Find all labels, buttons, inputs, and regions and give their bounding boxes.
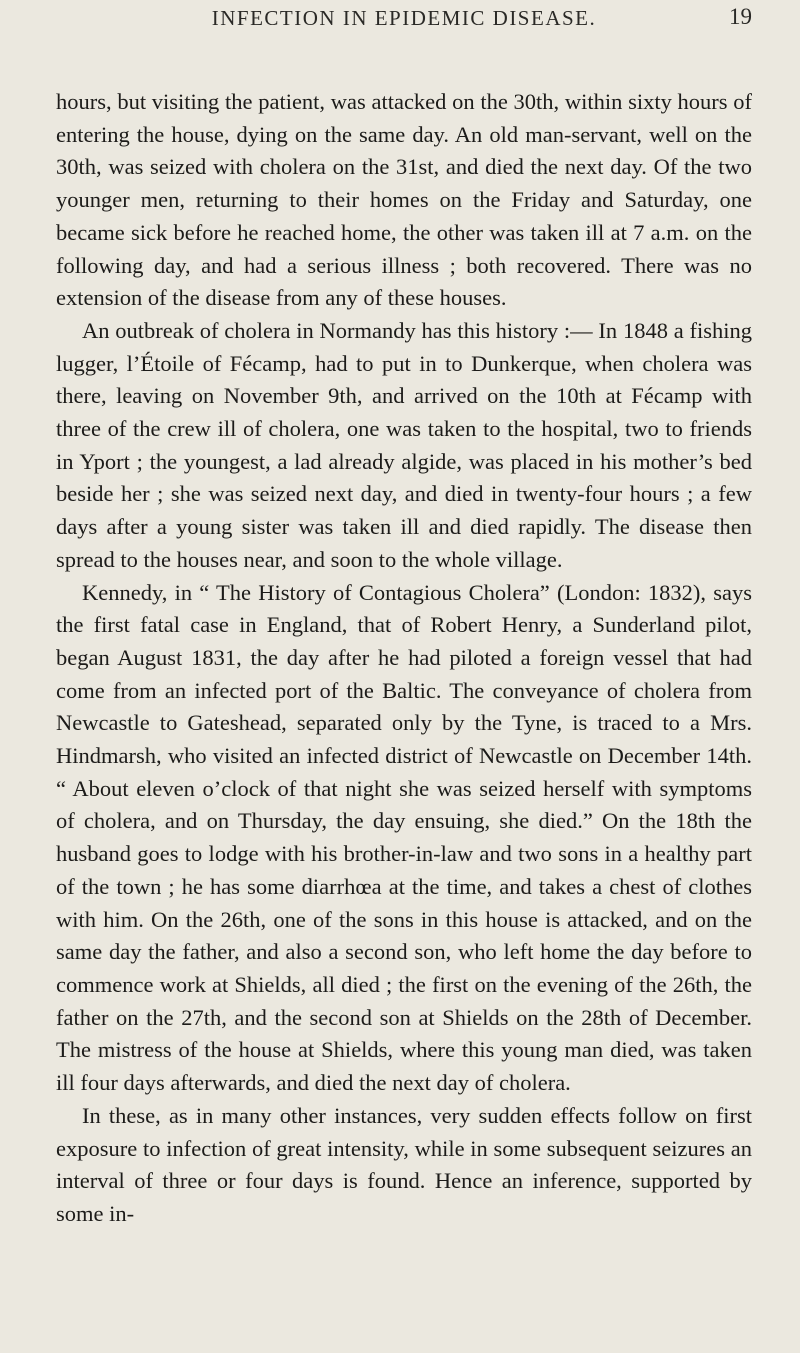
paragraph-kennedy-history: Kennedy, in “ The History of Contagious Cholera” (London: 1832), says the first fatal case in England, that of Robert Henry, a Sunderland pilot, began August 1831, the day after he had piloted a foreign vessel that had come from an infected port of the Baltic. The conveyance of cholera from Newcastle to Gateshead, separated only by the Tyne, is traced to a Mrs. Hindmarsh, who visited an infected district of Newcastle on December 14th. “ About eleven o’clock of that night she was seized herself with symptoms of cholera, and on Thursday, the day ensuing, she died.” On the 18th the husband goes to lodge with his brother-in-law and two sons in a healthy part of the town ; he has some diarrhœa at the time, and takes a chest of clothes with him. On the 26th, one of the sons in this house is attacked, and on the same day the father, and also a second son, who left home the day before to commence work at Shields, all died ; the first on the evening of the 26th, the father on the 27th, and the second son at Shields on the 28th of December. The mistress of the house at Shields, where this young man died, was taken ill four days afterwards, and died the next day of cholera. — [56, 579, 752, 1096]
running-title: INFECTION IN EPIDEMIC DISEASE. — [211, 6, 597, 30]
paragraph-inference: In these, as in many other instances, very sudden effects follow on first exposure to infection of great intensity, while in some subsequent seizures an interval of three or four days is found. Hence an inference, supported by some in- — [56, 1102, 752, 1226]
paragraph-continuation: hours, but visiting the patient, was attacked on the 30th, within sixty hours of entering the house, dying on the same day. An old man-servant, well on the 30th, was seized with cholera on the 31st, and died the next day. Of the two younger men, returning to their homes on the Friday and Saturday, one became sick before he reached home, the other was taken ill at 7 a.m. on the following day, and had a serious illness ; both recovered. There was no extension of the disease from any of these houses. — [56, 89, 752, 311]
paragraph-normandy-outbreak: An outbreak of cholera in Normandy has this history :— In 1848 a fishing lugger, l’Étoile of Fécamp, had to put in to Dunkerque, when cholera was there, leaving on November 9th, and arrived on the 10th at Fécamp with three of the crew ill of cholera, one was taken to the hospital, two to friends in Yport ; the youngest, a lad already algide, was placed in his mother’s bed beside her ; she was seized next day, and died in twenty-four hours ; a few days after a young sister was taken ill and died rapidly. The disease then spread to the houses near, and soon to the whole village. — [56, 317, 752, 572]
page-number: 19 — [729, 4, 752, 29]
body-text — [56, 86, 752, 1231]
running-head — [56, 0, 752, 50]
